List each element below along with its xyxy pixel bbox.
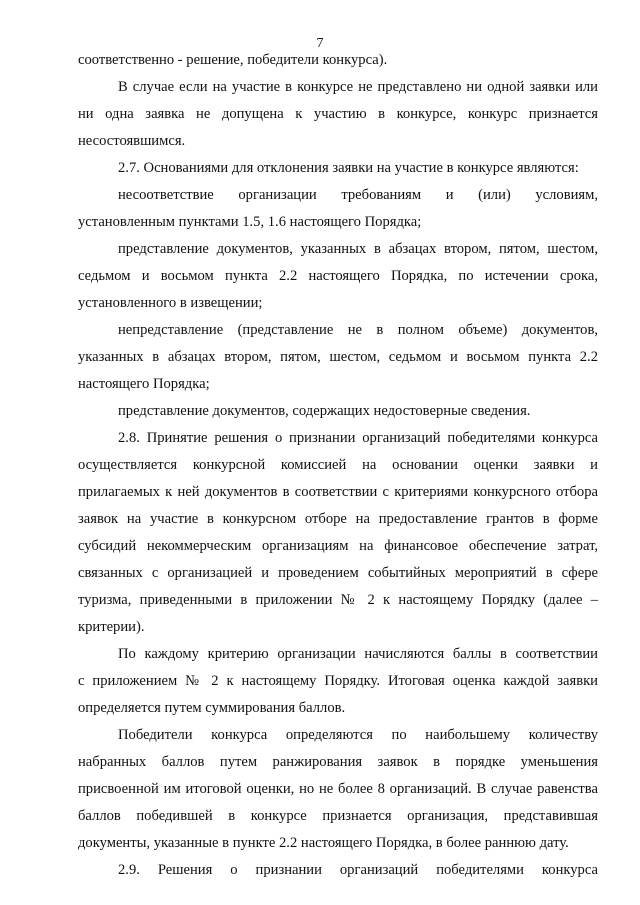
text-line: туризма, приведенными в приложении № 2 к настоящему Порядку (далее – [78, 592, 598, 608]
text-line: с приложением № 2 к настоящему Порядку. Итоговая оценка каждой заявки [78, 673, 598, 689]
text-line: указанных в абзацах втором, пятом, шестом, седьмом и восьмом пункта 2.2 [78, 349, 598, 365]
text-line: несоответствие организации требованиям и (или) условиям, [118, 187, 598, 203]
text-line: баллов победившей в конкурсе признается организация, представившая [78, 808, 598, 824]
text-line: соответственно - решение, победители конкурса). [78, 52, 388, 68]
text-line: ни одна заявка не допущена к участию в конкурсе, конкурс признается [78, 106, 598, 122]
text-line: седьмом и восьмом пункта 2.2 настоящего Порядка, по истечении срока, [78, 268, 598, 284]
text-line: присвоенной им итоговой оценки, но не более 8 организаций. В случае равенства [78, 781, 598, 797]
section-heading: 2.8. Принятие решения о признании организаций победителями конкурса [118, 430, 598, 446]
section-heading: 2.7. Основаниями для отклонения заявки на участие в конкурсе являются: [118, 160, 579, 176]
text-line: представление документов, содержащих недостоверные сведения. [118, 403, 531, 419]
text-line: настоящего Порядка; [78, 376, 210, 392]
page-number: 7 [316, 36, 324, 51]
text-line: представление документов, указанных в абзацах втором, пятом, шестом, [118, 241, 598, 257]
section-heading: 2.9. Решения о признании организаций победителями конкурса [118, 862, 598, 878]
text-line: непредставление (представление не в полном объеме) документов, [118, 322, 598, 338]
text-line: субсидий некоммерческим организациям на финансовое обеспечение затрат, [78, 538, 598, 554]
text-line: Победители конкурса определяются по наибольшему количеству [118, 727, 598, 743]
text-line: осуществляется конкурсной комиссией на основании оценки заявки и [78, 457, 598, 473]
text-line: определяется путем суммирования баллов. [78, 700, 346, 716]
text-line: документы, указанные в пункте 2.2 настоящего Порядка, в более раннюю дату. [78, 835, 569, 851]
text-line: По каждому критерию организации начисляются баллы в соответствии [118, 646, 598, 662]
text-line: связанных с организацией и проведением событийных мероприятий в сфере [78, 565, 598, 581]
text-line: заявок на участие в конкурсном отборе на предоставление грантов в форме [78, 511, 598, 527]
text-line: В случае если на участие в конкурсе не представлено ни одной заявки или [118, 79, 598, 95]
text-line: набранных баллов путем ранжирования заявок в порядке уменьшения [78, 754, 598, 770]
text-line: установленного в извещении; [78, 295, 263, 311]
text-line: прилагаемых к ней документов в соответствии с критериями конкурсного отбора [78, 484, 598, 500]
text-line: критерии). [78, 619, 145, 635]
text-line: несостоявшимся. [78, 133, 186, 149]
text-line: установленным пунктами 1.5, 1.6 настоящего Порядка; [78, 214, 422, 230]
